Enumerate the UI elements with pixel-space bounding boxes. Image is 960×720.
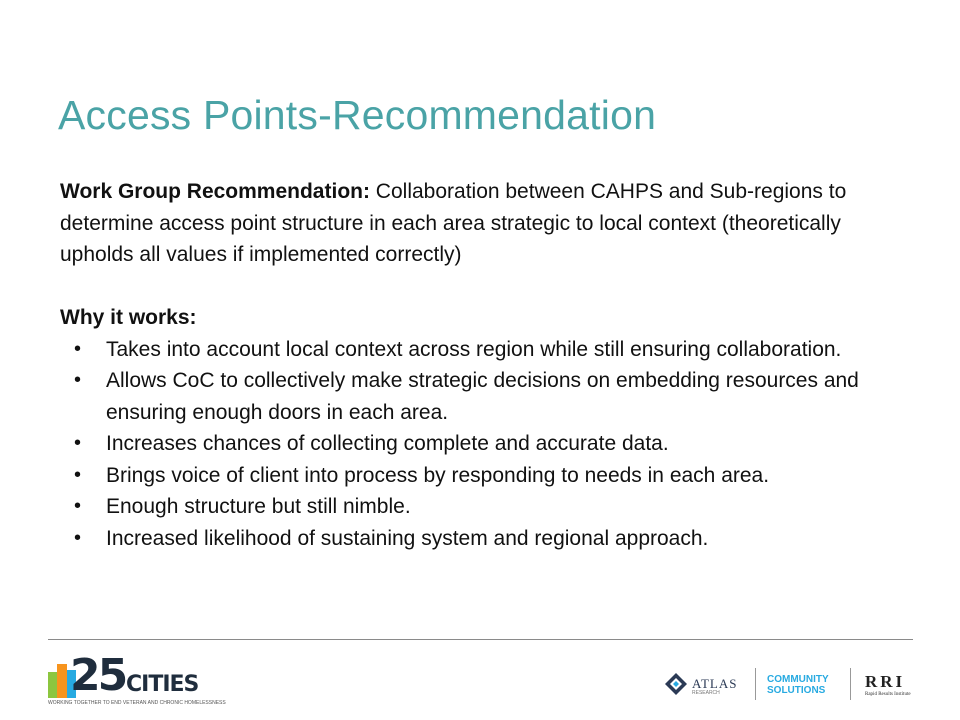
list-item: • Enough structure but still nimble. [60, 491, 890, 523]
recommendation-label: Work Group Recommendation: [60, 180, 370, 203]
bullet-icon: • [74, 463, 82, 486]
building-icon [48, 672, 57, 698]
bullet-icon: • [74, 495, 82, 517]
logo-tagline: WORKING TOGETHER TO END VETERAN AND CHRONIC HOMELESSNESS [48, 700, 226, 706]
logo-word: CITIES [126, 672, 199, 697]
bullet-icon: • [74, 337, 82, 360]
atlas-diamond-icon [664, 672, 688, 696]
logo-number: 25 [70, 650, 126, 701]
recommendation-paragraph [60, 176, 890, 271]
why-heading [60, 302, 890, 334]
list-item: • Brings voice of client into process by responding to needs in each area. [60, 460, 890, 492]
list-item: • Allows CoC to collectively make strategic decisions on embedding resources and ensuring enough doors in each area. [60, 365, 890, 428]
why-label: Why it works: [60, 306, 197, 329]
list-item: • Takes into account local context across region while still ensuring collaboration. [60, 334, 890, 366]
list-item: • Increases chances of collecting complete and accurate data. [60, 428, 890, 460]
reasons-list [60, 334, 890, 555]
community-solutions-logo: COMMUNITY SOLUTIONS [767, 674, 829, 696]
25-cities-logo [48, 650, 226, 708]
bullet-icon: • [74, 369, 82, 391]
logo-divider [755, 668, 756, 700]
slide-body [60, 176, 890, 554]
atlas-logo-text: ATLAS [692, 676, 738, 691]
slide-title: Access Points-Recommendation [58, 92, 657, 138]
recommendation-text: Collaboration between CAHPS and Sub-regions to determine access point structure in each area strategic to local context (theoretically upholds all values if implemented correctly) [60, 180, 847, 266]
rri-logo-subtext: Rapid Results Institute [865, 692, 911, 697]
bullet-icon: • [74, 526, 82, 549]
rri-logo-text: RRI [865, 672, 906, 691]
logo-divider [850, 668, 851, 700]
bullet-icon: • [74, 432, 82, 454]
atlas-logo-subtext: RESEARCH [692, 690, 720, 696]
footer-divider [48, 639, 913, 640]
list-item: • Increased likelihood of sustaining system and regional approach. [60, 523, 890, 555]
building-icon [57, 664, 67, 698]
partner-logos [660, 664, 920, 704]
